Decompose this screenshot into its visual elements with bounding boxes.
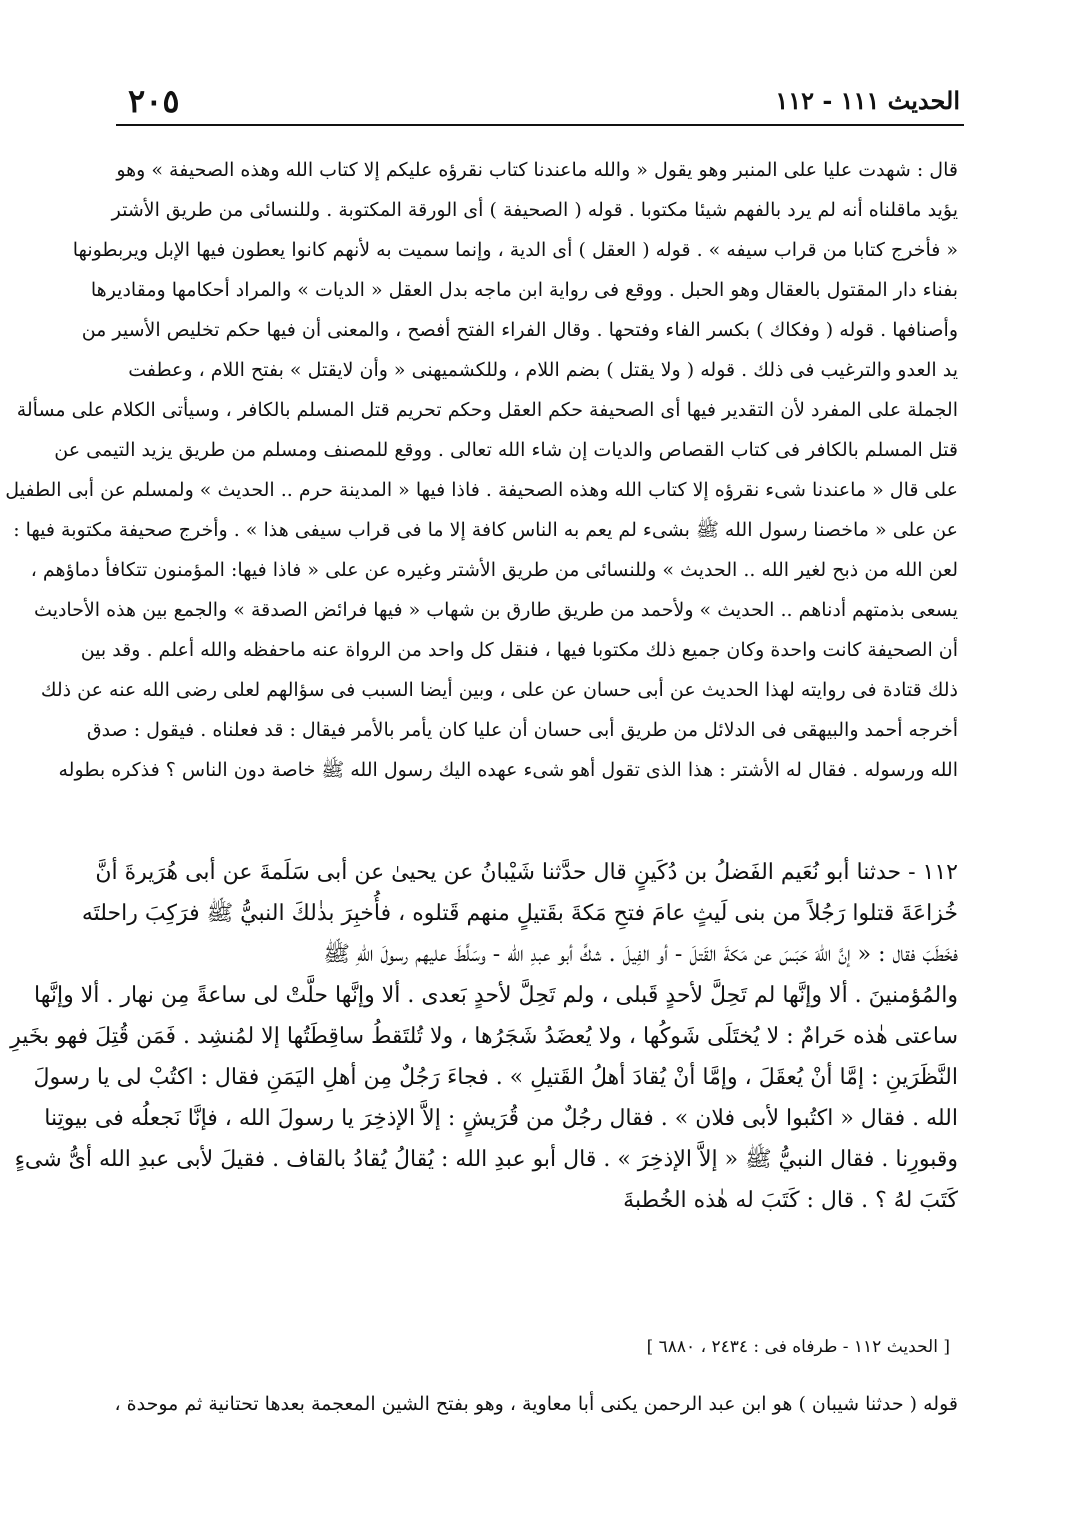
commentary-line: قال : شهدت عليا على المنبر وهو يقول « والله ماعندنا كتاب نقرؤه عليكم إلا كتاب الله وهذه الصحيفة » وهو: [116, 159, 958, 181]
page-number: ٢٠٥: [128, 82, 180, 120]
commentary-line: ذلك قتادة فى روايته لهذا الحديث عن أبى حسان عن على ، وبين أيضا السبب فى سؤالهم لعلى رضى الله عنه عن ذلك: [40, 679, 958, 701]
hadith-line: الله . فقال « اكتُبوا لأبى فلان » . فقال رجُلٌ من قُرَيشٍ : إلاَّ الإذخِرَ يا رسولَ الله ، فإنَّا نَجعلُه فى بيوتِنا: [44, 1106, 958, 1131]
hadith-line: ساعتى هٰذه حَرامٌ : لا يُختَلَى شَوكُها ، ولا يُعضَدُ شَجَرُها ، ولا تُلتَقطُ ساقِطَتُها إلا لمُنشِد . فَمَن قُتِلَ فهو بخَيرِ: [10, 1024, 958, 1049]
commentary-line: يسعى بذمتهم أدناهم .. الحديث » ولأحمد من طريق طارق بن شهاب « فيها فرائض الصدقة » والجمع بين هذه الأحاديث: [34, 599, 958, 621]
commentary-continuation: قوله ( حدثنا شيبان ) هو ابن عبد الرحمن يكنى أبا معاوية ، وهو بفتح الشين المعجمة بعدها تحتانية ثم موحدة ،: [114, 1393, 958, 1415]
commentary-line: يد العدو والترغيب فى ذلك . قوله ( ولا يقتل ) بضم اللام ، وللكشميهنى « وأن لايقتل » بفتح اللام ، وعطفت: [128, 359, 958, 381]
page-header: [118, 82, 960, 122]
commentary-line: لعن الله من ذبح لغير الله .. الحديث » وللنسائى من طريق الأشتر وغيره عن على « فاذا فيها: المؤمنون تتكافأ دماؤهم ،: [30, 559, 958, 581]
commentary-line: يؤيد ماقلناه أنه لم يرد بالفهم شيئا مكتوبا . قوله ( الصحيفة ) أى الورقة المكتوبة . وللنسائى من طريق الأشتر: [111, 199, 958, 221]
hadith-line: النَّظَرَينِ : إمَّا أنْ يُعقَلَ ، وإمَّا أنْ يُقادَ أهلُ القَتيلِ » . فجاءَ رَجُلٌ مِن أهلِ اليَمَنِ فقال : اكتُبْ لى يا رسولَ: [33, 1065, 958, 1090]
header-rule: [116, 124, 964, 126]
commentary-line: الله ورسوله . فقال له الأشتر : هذا الذى تقول أهو شىء عهده اليك رسول الله ﷺ خاصة دون الناس ؟ فذكره بطوله: [58, 759, 958, 781]
hadith-line: وقبورِنا . فقال النبيُّ ﷺ « إلاَّ الإذخِرَ » . قال أبو عبدِ الله : يُقالُ يُقادُ بالقاف . فقيلَ لأبى عبدِ الله أىُّ شىءٍ: [14, 1147, 958, 1172]
commentary-line: أخرجه أحمد والبيهقى فى الدلائل من طريق أبى حسان أن عليا كان يأمر بالأمر فيقال : قد فعلناه . فيقول : صدق: [86, 719, 958, 741]
commentary-line: قتل المسلم بالكافر فى كتاب القصاص والديات إن شاء الله تعالى . ووقع للمصنف ومسلم من طريق يزيد التيمى عن: [54, 439, 958, 461]
hadith-line: ١١٢ - حدثنا أبو نُعَيم الفَضلُ بن دُكَينٍ قال حدَّثنا شَيْبانُ عن يحيىٰ عن أبى سَلَمةَ عن أبى هُرَيرةَ أنَّ: [95, 860, 958, 885]
hadith-line: فخَطَبَ فقال : « إنَّ اللهَ حَبَسَ عن مَكةَ القَتلَ - أو الفِيلَ . شكَّ أبو عبدِ الله - وسَلَّطَ عليهم رسولَ اللهِ ﷺ: [323, 942, 958, 967]
hadith-line: والمُؤمنينَ . ألا وإنَّها لم تَحِلَّ لأحدٍ قَبلى ، ولم تَحِلَّ لأحدٍ بَعدى . ألا وإنَّها حلَّتْ لى ساعةً مِن نهار . ألا وإنَّها: [34, 983, 958, 1008]
commentary-line: « فأخرج كتابا من قراب سيفه » . قوله ( العقل ) أى الدية ، وإنما سميت به لأنهم كانوا يعطون فيها الإبل ويربطونها: [72, 239, 958, 261]
hadith-block: [10, 852, 958, 1221]
commentary-line: الجملة على المفرد لأن التقدير فيها أى الصحيفة حكم العقل وحكم تحريم قتل المسلم بالكافر ، وسيأتى الكلام على مسألة: [16, 399, 958, 421]
commentary-line: عن على « ماخصنا رسول الله ﷺ بشىء لم يعم به الناس كافة إلا ما فى قراب سيفى هذا » . وأخرج صحيفة مكتوبة فيها :: [13, 519, 958, 541]
hadith-cross-reference: [ الحديث ١١٢ - طرفاه فى : ٢٤٣٤ ، ٦٨٨٠ ]: [646, 1337, 950, 1357]
commentary-block: [5, 150, 958, 790]
running-head: الحديث ١١١ - ١١٢: [775, 86, 960, 115]
hadith-line: كَتَبَ لهُ ؟ . قال : كَتَبَ له هٰذه الخُطبةَ: [623, 1188, 958, 1213]
commentary-line: على قال « ماعندنا شىء نقرؤه إلا كتاب الله وهذه الصحيفة . فاذا فيها « المدينة حرم .. الحديث » ولمسلم عن أبى الطفيل: [5, 479, 958, 501]
hadith-line: خُزاعَةَ قتلوا رَجُلاً من بنى لَيثٍ عامَ فتحِ مَكةَ بقَتيلٍ منهم قَتلوه ، فأُخبِرَ بذٰلكَ النبيُّ ﷺ فرَكِبَ راحلتَه: [81, 901, 958, 926]
commentary-line: وأصنافها . قوله ( وفكاك ) بكسر الفاء وفتحها . وقال الفراء الفتح أفصح ، والمعنى أن فيها حكم تخليص الأسير من: [81, 319, 958, 341]
commentary-line: أن الصحيفة كانت واحدة وكان جميع ذلك مكتوبا فيها ، فنقل كل واحد من الرواة عنه ماحفظه والله أعلم . وقد بين: [80, 639, 958, 661]
commentary-line: بفناء دار المقتول بالعقال وهو الحبل . ووقع فى رواية ابن ماجه بدل العقل « الديات » والمراد أحكامها ومقاديرها: [90, 279, 958, 301]
